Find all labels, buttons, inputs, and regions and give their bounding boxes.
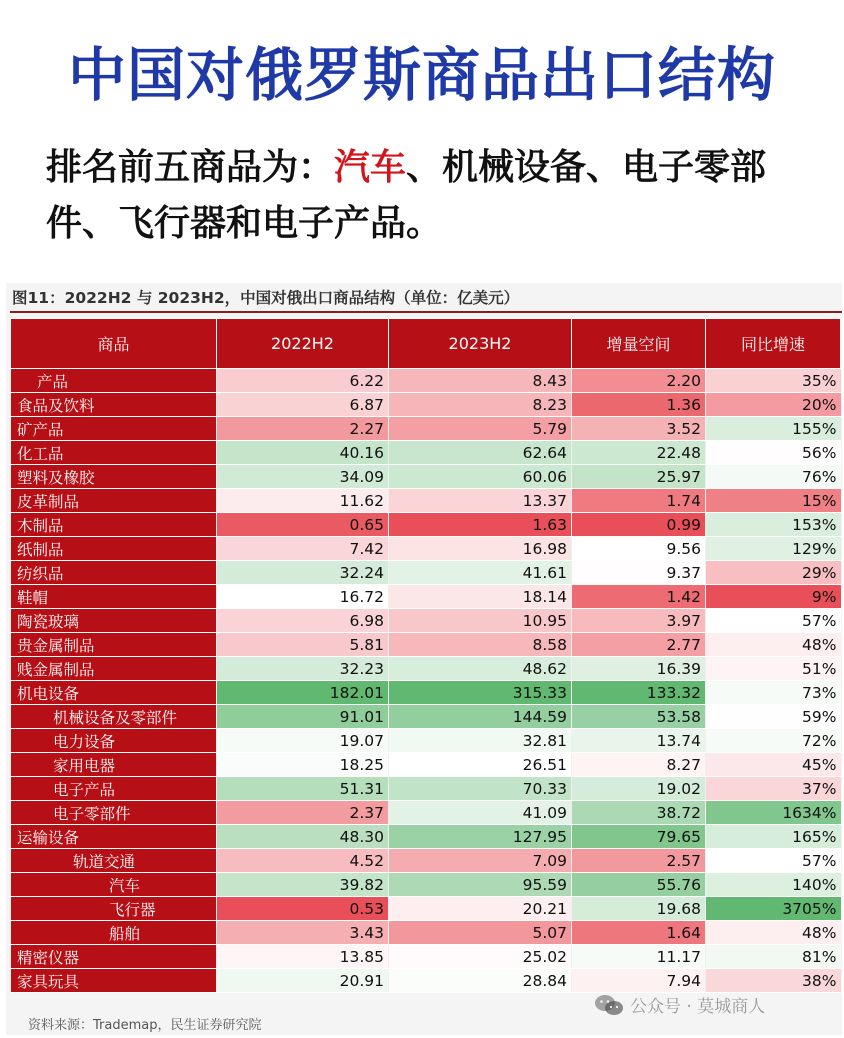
table-row xyxy=(11,609,841,633)
row-label: 皮革制品 xyxy=(11,489,217,513)
table-row xyxy=(11,441,841,465)
cell-delta: 79.65 xyxy=(572,825,706,849)
cell-yoy: 37% xyxy=(706,777,841,801)
row-label: 矿产品 xyxy=(11,417,217,441)
table-row xyxy=(11,369,841,393)
cell-v2022: 16.72 xyxy=(217,585,389,609)
cell-yoy: 81% xyxy=(706,945,841,969)
row-label: 电子零部件 xyxy=(11,801,217,825)
cell-delta: 19.02 xyxy=(572,777,706,801)
cell-delta: 53.58 xyxy=(572,705,706,729)
cell-delta: 8.27 xyxy=(572,753,706,777)
table-row xyxy=(11,681,841,705)
cell-yoy: 72% xyxy=(706,729,841,753)
watermark-text: 公众号 · 莫城商人 xyxy=(630,997,766,1017)
cell-delta: 0.99 xyxy=(572,513,706,537)
cell-delta: 2.20 xyxy=(572,369,706,393)
table-row xyxy=(11,873,841,897)
cell-v2022: 32.24 xyxy=(217,561,389,585)
cell-v2022: 6.87 xyxy=(217,393,389,417)
cell-v2022: 39.82 xyxy=(217,873,389,897)
cell-delta: 1.36 xyxy=(572,393,706,417)
row-label: 电力设备 xyxy=(11,729,217,753)
row-label: 化工品 xyxy=(11,441,217,465)
row-label: 家用电器 xyxy=(11,753,217,777)
cell-v2022: 0.53 xyxy=(217,897,389,921)
cell-v2023: 16.98 xyxy=(389,537,572,561)
row-label: 陶瓷玻璃 xyxy=(11,609,217,633)
cell-v2023: 32.81 xyxy=(389,729,572,753)
cell-v2022: 32.23 xyxy=(217,657,389,681)
row-label: 木制品 xyxy=(11,513,217,537)
cell-v2023: 28.84 xyxy=(389,969,572,993)
row-label: 纸制品 xyxy=(11,537,217,561)
cell-delta: 1.64 xyxy=(572,921,706,945)
page-title: 中国对俄罗斯商品出口结构 xyxy=(67,41,776,109)
cell-delta: 22.48 xyxy=(572,441,706,465)
cell-v2023: 5.79 xyxy=(389,417,572,441)
cell-v2023: 315.33 xyxy=(389,681,572,705)
cell-v2023: 62.64 xyxy=(389,441,572,465)
cell-v2023: 8.58 xyxy=(389,633,572,657)
cell-v2022: 7.42 xyxy=(217,537,389,561)
cell-yoy: 140% xyxy=(706,873,841,897)
table-row xyxy=(11,969,841,993)
table-row xyxy=(11,561,841,585)
cell-delta: 38.72 xyxy=(572,801,706,825)
cell-v2023: 1.63 xyxy=(389,513,572,537)
table-row xyxy=(11,489,841,513)
cell-delta: 19.68 xyxy=(572,897,706,921)
table-row xyxy=(11,417,841,441)
row-label: 贵金属制品 xyxy=(11,633,217,657)
subtitle-highlight: 汽车 xyxy=(334,147,407,188)
table-header-row xyxy=(11,319,841,369)
cell-v2023: 26.51 xyxy=(389,753,572,777)
cell-v2023: 8.43 xyxy=(389,369,572,393)
cell-yoy: 56% xyxy=(706,441,841,465)
cell-delta: 16.39 xyxy=(572,657,706,681)
table-row xyxy=(11,801,841,825)
column-header: 2023H2 xyxy=(389,319,572,369)
row-label: 机电设备 xyxy=(11,681,217,705)
row-label: 产品 xyxy=(11,369,217,393)
cell-delta: 25.97 xyxy=(572,465,706,489)
cell-yoy: 51% xyxy=(706,657,841,681)
cell-yoy: 3705% xyxy=(706,897,841,921)
cell-v2023: 20.21 xyxy=(389,897,572,921)
row-label: 机械设备及零部件 xyxy=(11,705,217,729)
table-row xyxy=(11,633,841,657)
cell-yoy: 59% xyxy=(706,705,841,729)
cell-yoy: 165% xyxy=(706,825,841,849)
cell-yoy: 1634% xyxy=(706,801,841,825)
cell-delta: 9.37 xyxy=(572,561,706,585)
row-label: 贱金属制品 xyxy=(11,657,217,681)
cell-v2022: 13.85 xyxy=(217,945,389,969)
table-row xyxy=(11,705,841,729)
cell-v2023: 60.06 xyxy=(389,465,572,489)
table-row xyxy=(11,537,841,561)
table-row xyxy=(11,921,841,945)
table-row xyxy=(11,753,841,777)
column-header: 增量空间 xyxy=(572,319,706,369)
cell-v2022: 18.25 xyxy=(217,753,389,777)
row-label: 电子产品 xyxy=(11,777,217,801)
cell-yoy: 29% xyxy=(706,561,841,585)
cell-delta: 1.42 xyxy=(572,585,706,609)
figure-title: 图11：2022H2 与 2023H2，中国对俄出口商品结构（单位：亿美元） xyxy=(12,289,520,307)
cell-yoy: 9% xyxy=(706,585,841,609)
wechat-icon xyxy=(594,994,624,1016)
cell-v2022: 51.31 xyxy=(217,777,389,801)
cell-yoy: 76% xyxy=(706,465,841,489)
cell-v2023: 7.09 xyxy=(389,849,572,873)
cell-delta: 3.97 xyxy=(572,609,706,633)
cell-v2023: 8.23 xyxy=(389,393,572,417)
cell-delta: 2.57 xyxy=(572,849,706,873)
figure-rule xyxy=(10,311,842,313)
cell-v2022: 6.22 xyxy=(217,369,389,393)
cell-v2022: 20.91 xyxy=(217,969,389,993)
table-row xyxy=(11,729,841,753)
table-row xyxy=(11,897,841,921)
cell-v2022: 5.81 xyxy=(217,633,389,657)
cell-v2023: 41.09 xyxy=(389,801,572,825)
row-label: 食品及饮料 xyxy=(11,393,217,417)
table-row xyxy=(11,657,841,681)
cell-delta: 55.76 xyxy=(572,873,706,897)
cell-v2023: 70.33 xyxy=(389,777,572,801)
cell-yoy: 48% xyxy=(706,921,841,945)
cell-delta: 9.56 xyxy=(572,537,706,561)
table-row xyxy=(11,777,841,801)
cell-v2023: 41.61 xyxy=(389,561,572,585)
subtitle-rest: 、机械设备、电子零部件、飞行器和电子产品。 xyxy=(46,147,767,244)
cell-v2023: 13.37 xyxy=(389,489,572,513)
cell-v2023: 18.14 xyxy=(389,585,572,609)
cell-v2022: 4.52 xyxy=(217,849,389,873)
cell-yoy: 57% xyxy=(706,609,841,633)
cell-delta: 7.94 xyxy=(572,969,706,993)
table-row xyxy=(11,849,841,873)
cell-v2022: 2.37 xyxy=(217,801,389,825)
cell-yoy: 20% xyxy=(706,393,841,417)
cell-yoy: 155% xyxy=(706,417,841,441)
cell-yoy: 48% xyxy=(706,633,841,657)
cell-v2023: 95.59 xyxy=(389,873,572,897)
cell-yoy: 153% xyxy=(706,513,841,537)
cell-v2023: 144.59 xyxy=(389,705,572,729)
cell-v2023: 25.02 xyxy=(389,945,572,969)
table-row xyxy=(11,393,841,417)
cell-v2022: 19.07 xyxy=(217,729,389,753)
cell-v2022: 91.01 xyxy=(217,705,389,729)
cell-delta: 2.77 xyxy=(572,633,706,657)
table-row xyxy=(11,465,841,489)
row-label: 运输设备 xyxy=(11,825,217,849)
cell-yoy: 38% xyxy=(706,969,841,993)
row-label: 家具玩具 xyxy=(11,969,217,993)
cell-v2022: 48.30 xyxy=(217,825,389,849)
cell-delta: 13.74 xyxy=(572,729,706,753)
cell-v2022: 182.01 xyxy=(217,681,389,705)
cell-v2022: 2.27 xyxy=(217,417,389,441)
page-subtitle xyxy=(46,140,816,252)
table-body xyxy=(11,369,841,993)
row-label: 船舶 xyxy=(11,921,217,945)
row-label: 纺织品 xyxy=(11,561,217,585)
table-row xyxy=(11,825,841,849)
cell-yoy: 57% xyxy=(706,849,841,873)
cell-v2023: 48.62 xyxy=(389,657,572,681)
cell-v2022: 0.65 xyxy=(217,513,389,537)
cell-v2023: 10.95 xyxy=(389,609,572,633)
column-header: 2022H2 xyxy=(217,319,389,369)
column-header: 商品 xyxy=(11,319,217,369)
row-label: 轨道交通 xyxy=(11,849,217,873)
export-structure-table xyxy=(10,318,841,993)
cell-delta: 133.32 xyxy=(572,681,706,705)
cell-v2023: 5.07 xyxy=(389,921,572,945)
table-row xyxy=(11,585,841,609)
cell-yoy: 129% xyxy=(706,537,841,561)
column-header: 同比增速 xyxy=(706,319,841,369)
cell-yoy: 73% xyxy=(706,681,841,705)
row-label: 汽车 xyxy=(11,873,217,897)
cell-yoy: 15% xyxy=(706,489,841,513)
row-label: 飞行器 xyxy=(11,897,217,921)
cell-delta: 11.17 xyxy=(572,945,706,969)
cell-v2023: 127.95 xyxy=(389,825,572,849)
cell-v2022: 40.16 xyxy=(217,441,389,465)
row-label: 精密仪器 xyxy=(11,945,217,969)
cell-delta: 3.52 xyxy=(572,417,706,441)
cell-yoy: 45% xyxy=(706,753,841,777)
row-label: 塑料及橡胶 xyxy=(11,465,217,489)
cell-v2022: 11.62 xyxy=(217,489,389,513)
cell-v2022: 6.98 xyxy=(217,609,389,633)
source-note: 资料来源：Trademap，民生证券研究院 xyxy=(28,1018,262,1033)
table-row xyxy=(11,945,841,969)
cell-v2022: 3.43 xyxy=(217,921,389,945)
subtitle-prefix: 排名前五商品为： xyxy=(46,147,335,188)
cell-delta: 1.74 xyxy=(572,489,706,513)
row-label: 鞋帽 xyxy=(11,585,217,609)
cell-yoy: 35% xyxy=(706,369,841,393)
cell-v2022: 34.09 xyxy=(217,465,389,489)
table-row xyxy=(11,513,841,537)
watermark xyxy=(594,992,765,1017)
